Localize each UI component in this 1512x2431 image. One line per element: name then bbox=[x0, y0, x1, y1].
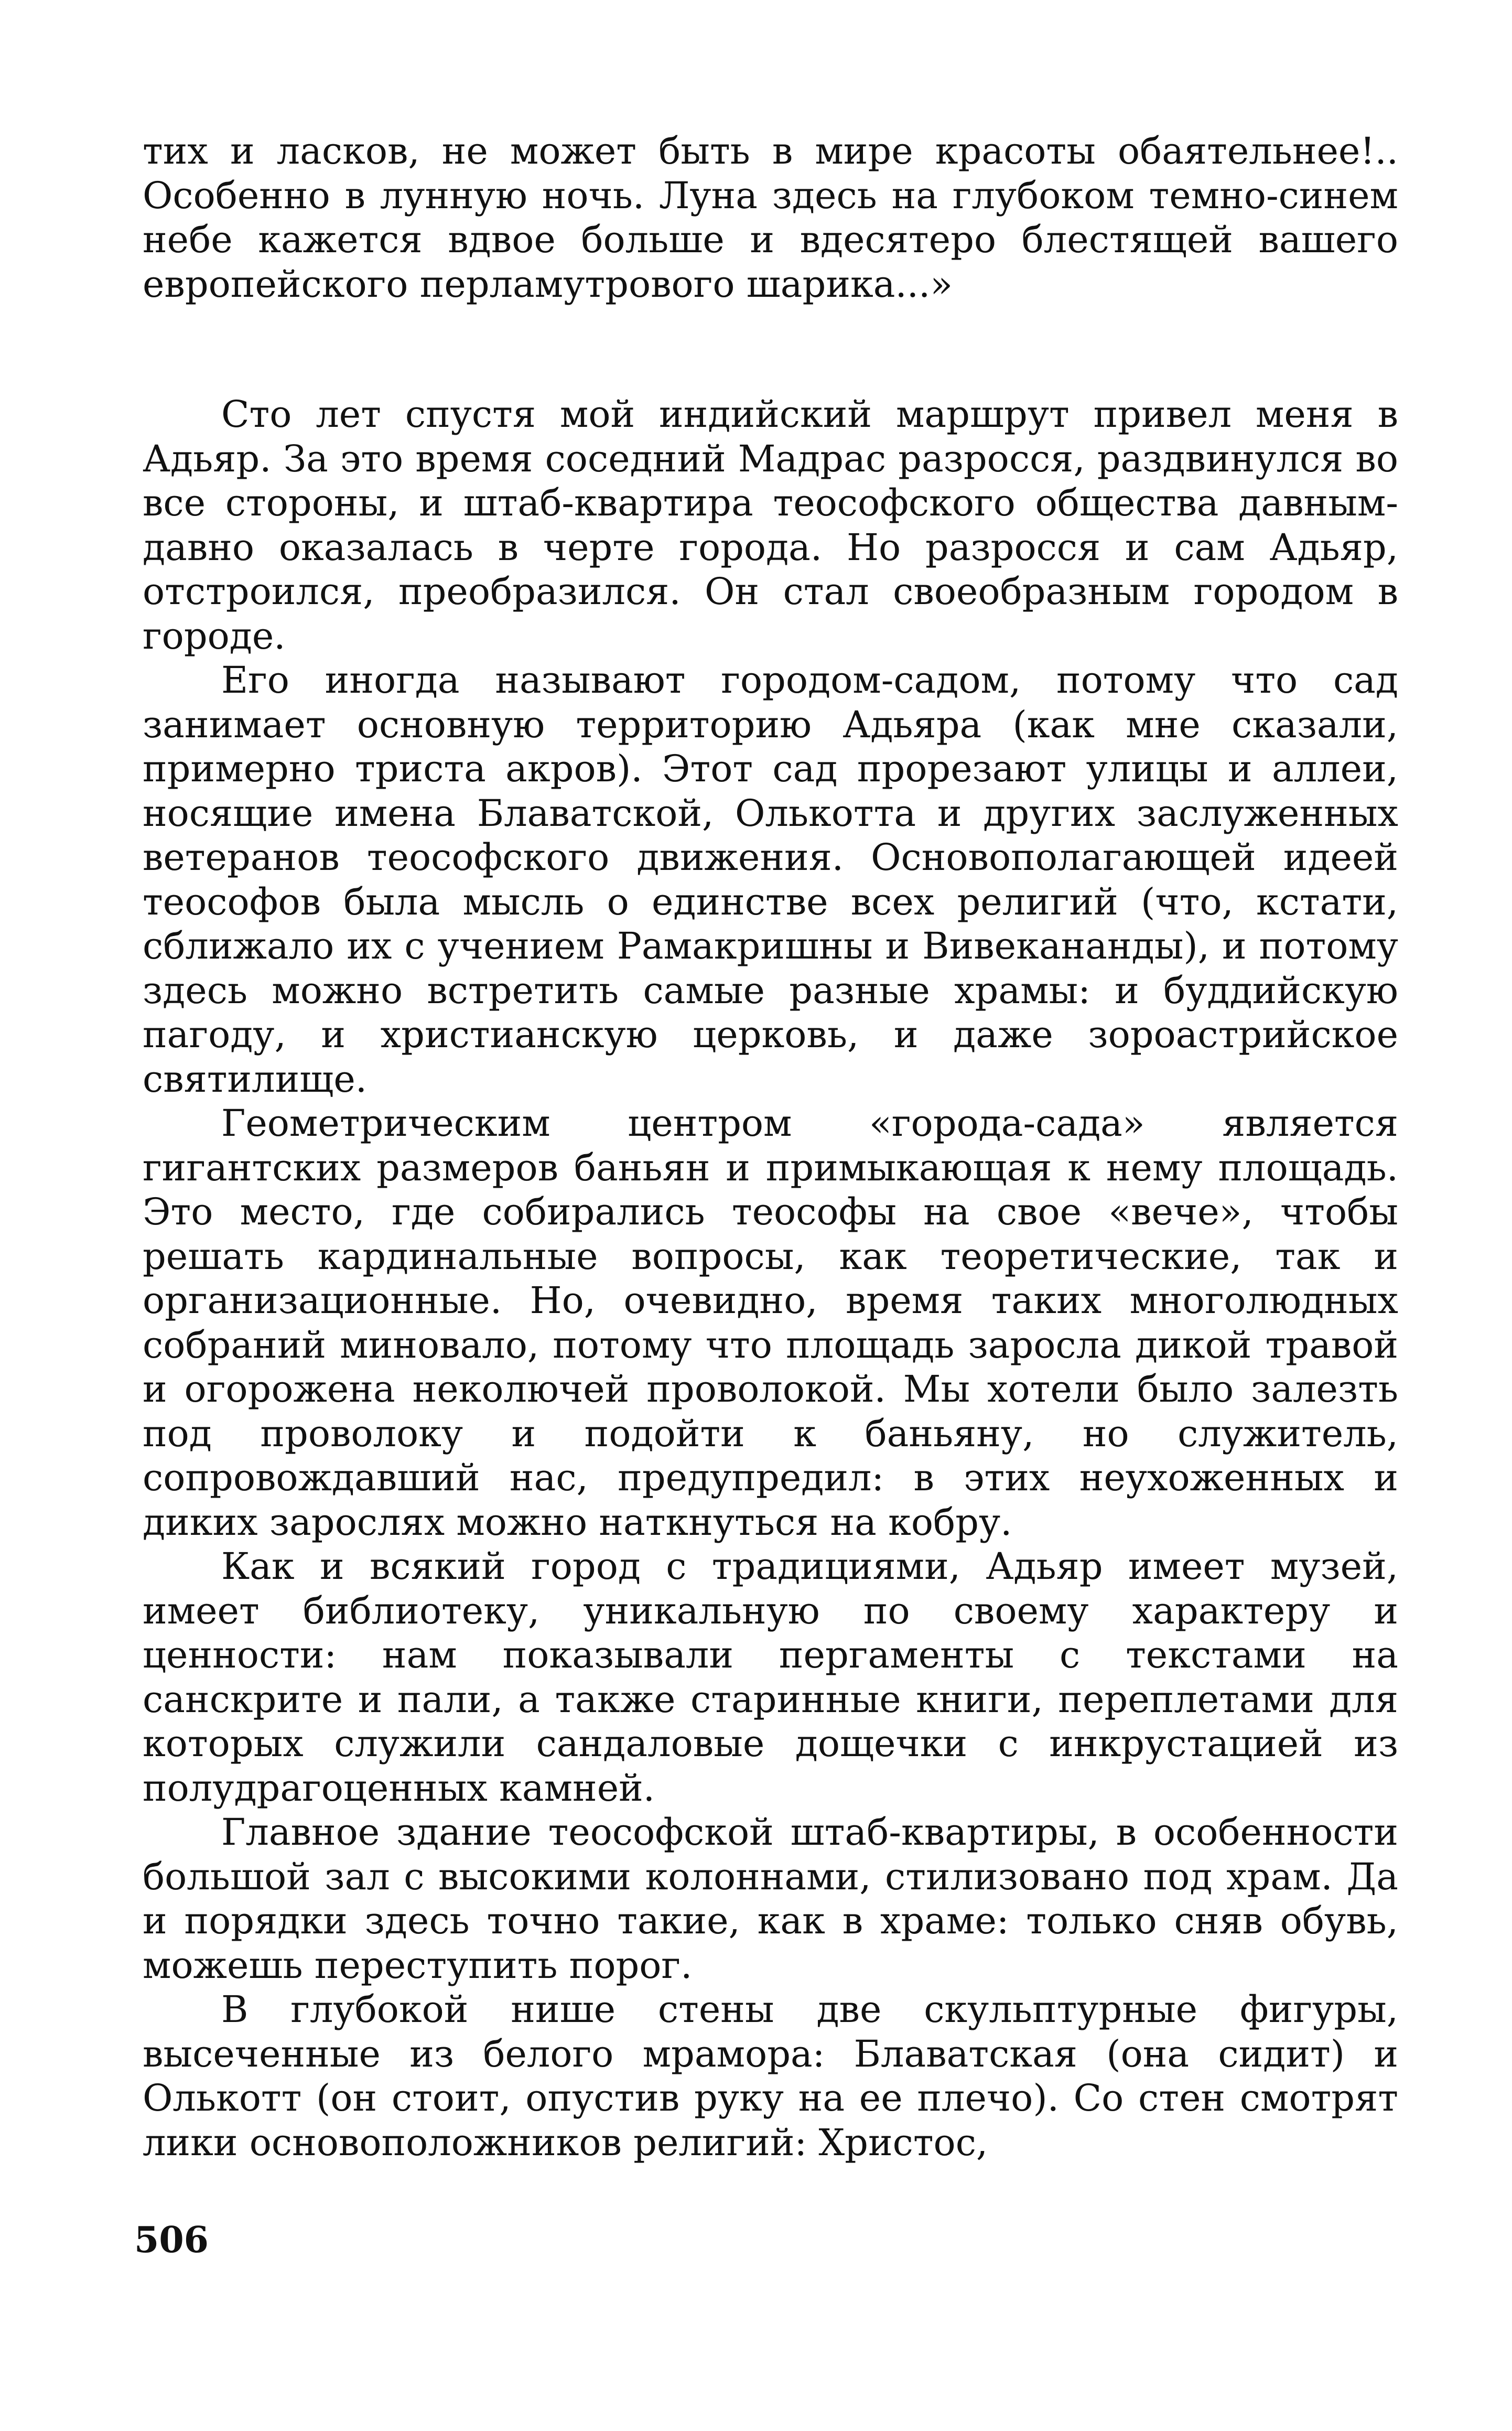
main-text bbox=[143, 392, 1398, 2165]
quote-continuation bbox=[143, 129, 1398, 306]
paragraph: Как и всякий город с традициями, Адьяр имеет музей, имеет библиотеку, уникальную по своему характеру и ценности: нам показывали пергаменты с текстами на санскрите и пали, а также старинные книги, переплетами для которых служили сандаловые дощечки с инкрустацией из полудрагоценных камней. bbox=[143, 1545, 1398, 1810]
quote-paragraph: тих и ласков, не может быть в мире красоты обаятельнее!.. Особенно в лунную ночь. Луна здесь на глубоком темно-синем небе кажется вдвое больше и вдесятеро блестящей вашего европейского перламутрового шарика...» bbox=[143, 130, 1398, 306]
paragraph: Сто лет спустя мой индийский маршрут привел меня в Адьяр. За это время соседний Мадрас разросся, раздвинулся во все стороны, и штаб-квартира теософского общества давным-давно оказалась в черте города. Но разросся и сам Адьяр, отстроился, преобразился. Он стал своеобразным городом в городе. bbox=[143, 393, 1398, 658]
paragraph: Его иногда называют городом-садом, потому что сад занимает основную территорию Адьяра (как мне сказали, примерно триста акров). Этот сад прорезают улицы и аллеи, носящие имена Блаватской, Олькотта и других заслуженных ветеранов теософского движения. Основополагающей идеей теософов была мысль о единстве всех религий (что, кстати, сближало их с учением Рамакришны и Вивекананды), и потому здесь можно встретить самые разные храмы: и буддийскую пагоду, и христианскую церковь, и даже зороастрийское святилище. bbox=[143, 659, 1398, 1101]
paragraph: В глубокой нише стены две скульптурные фигуры, высеченные из белого мрамора: Блаватская (она сидит) и Олькотт (он стоит, опустив руку на ее плечо). Со стен смотрят лики основоположников религий: Христос, bbox=[143, 1988, 1398, 2164]
page-number: 506 bbox=[134, 2219, 209, 2261]
paragraph: Геометрическим центром «города-сада» является гигантских размеров баньян и примыкающая к нему площадь. Это место, где собирались теософы на свое «вече», чтобы решать кардинальные вопросы, как теоретические, так и организационные. Но, очевидно, время таких многолюдных собраний миновало, потому что площадь заросла дикой травой и огорожена неколючей проволокой. Мы хотели было залезть под проволоку и подойти к баньяну, но служитель, сопровождавший нас, предупредил: в этих неухоженных и диких зарослях можно наткнуться на кобру. bbox=[143, 1102, 1398, 1544]
paragraph: Главное здание теософской штаб-квартиры, в особенности большой зал с высокими колоннами, стилизовано под храм. Да и порядки здесь точно такие, как в храме: только сняв обувь, можешь переступить порог. bbox=[143, 1811, 1398, 1987]
